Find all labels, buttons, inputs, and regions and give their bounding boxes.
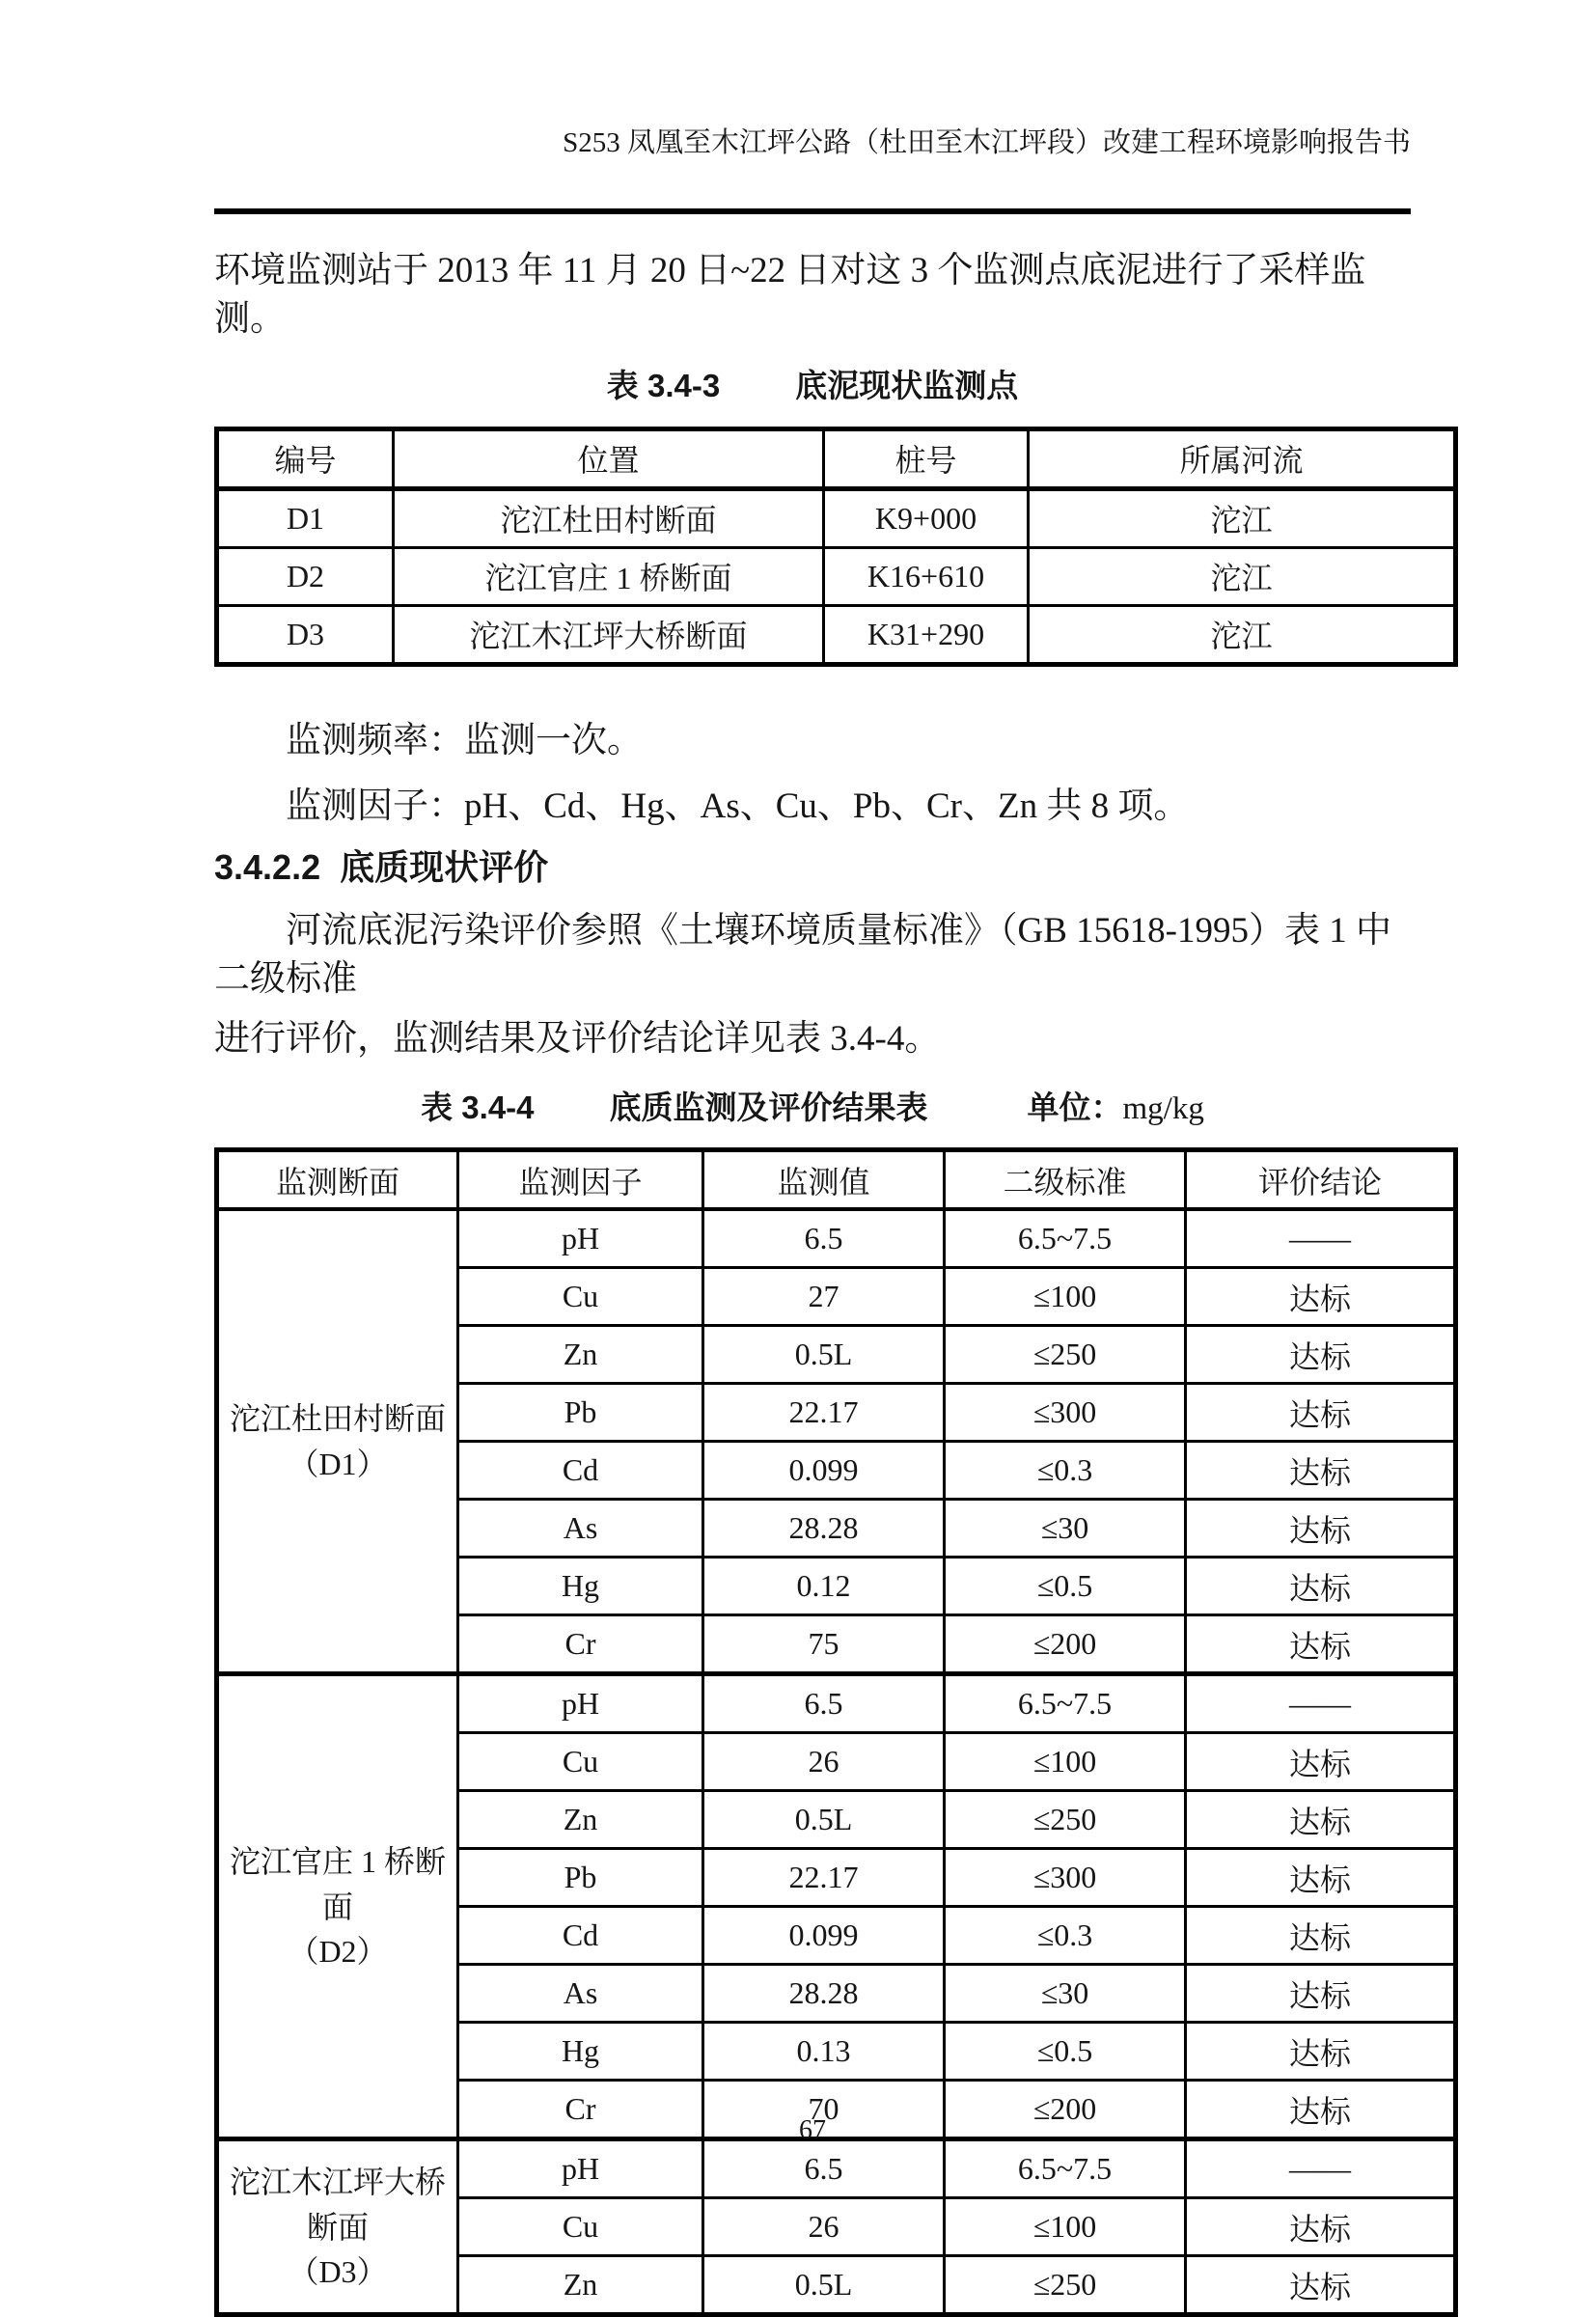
table1-cell: D1 — [217, 488, 394, 547]
conclusion-cell: 达标 — [1186, 1442, 1456, 1500]
table1-header-cell: 编号 — [217, 428, 394, 488]
table1-cell: 沱江杜田村断面 — [394, 488, 824, 547]
standard-cell: 6.5~7.5 — [945, 1209, 1186, 1268]
value-cell: 0.5L — [703, 1791, 945, 1849]
evaluation-paragraph-line1: 河流底泥污染评价参照《土壤环境质量标准》（GB 15618-1995）表 1 中二级标准 — [214, 910, 1391, 999]
standard-cell: ≤0.5 — [945, 2023, 1186, 2081]
value-cell: 0.13 — [703, 2023, 945, 2081]
value-cell: 6.5 — [703, 2139, 945, 2198]
running-header-title: S253 凤凰至木江坪公路（杜田至木江坪段）改建工程环境影响报告书 — [563, 126, 1411, 158]
evaluation-paragraph-line2: 进行评价，监测结果及评价结论详见表 3.4-4。 — [214, 1018, 941, 1059]
table2-caption-label: 表 3.4-4 — [421, 1089, 535, 1125]
table1-cell: 沱江木江坪大桥断面 — [394, 605, 824, 664]
table2-row — [217, 1209, 1456, 1268]
conclusion-cell: 达标 — [1186, 1268, 1456, 1326]
section-label-cell-d1 — [217, 1209, 458, 1674]
standard-cell: ≤300 — [945, 1849, 1186, 1907]
factor-cell: Pb — [458, 1849, 703, 1907]
standard-cell: ≤0.5 — [945, 1558, 1186, 1615]
section-code: （D2） — [288, 1934, 388, 1970]
table2-header-cell: 监测断面 — [217, 1150, 458, 1210]
header-rule — [214, 208, 1411, 214]
conclusion-cell: —— — [1186, 1209, 1456, 1268]
table1-cell: 沱江 — [1029, 605, 1456, 664]
conclusion-cell: —— — [1186, 2139, 1456, 2198]
table1-header-cell: 位置 — [394, 428, 824, 488]
standard-cell: ≤100 — [945, 1268, 1186, 1326]
table1-cell: K9+000 — [824, 488, 1029, 547]
table2-header-cell: 二级标准 — [945, 1150, 1186, 1210]
section-name: 沱江杜田村断面 — [229, 1401, 446, 1437]
standard-cell: ≤100 — [945, 2198, 1186, 2256]
value-cell: 0.099 — [703, 1907, 945, 1965]
conclusion-cell: 达标 — [1186, 1733, 1456, 1791]
conclusion-cell: 达标 — [1186, 2081, 1456, 2139]
factor-cell: pH — [458, 2139, 703, 2198]
value-cell: 26 — [703, 2198, 945, 2256]
factor-cell: Cr — [458, 1615, 703, 1674]
section-label-cell-d3 — [217, 2139, 458, 2315]
table1-row-d3 — [217, 605, 1456, 664]
table2-header-row — [217, 1150, 1456, 1210]
value-cell: 70 — [703, 2081, 945, 2139]
table1-header-row — [217, 428, 1456, 488]
value-cell: 28.28 — [703, 1500, 945, 1558]
standard-cell: 6.5~7.5 — [945, 1674, 1186, 1733]
standard-cell: 6.5~7.5 — [945, 2139, 1186, 2198]
table2-caption — [214, 1089, 1411, 1129]
standard-cell: ≤0.3 — [945, 1907, 1186, 1965]
conclusion-cell: 达标 — [1186, 1326, 1456, 1384]
standard-cell: ≤300 — [945, 1384, 1186, 1442]
table2-header-cell: 评价结论 — [1186, 1150, 1456, 1210]
section-heading: 3.4.2.2 底质现状评价 — [214, 846, 549, 887]
conclusion-cell: 达标 — [1186, 1791, 1456, 1849]
running-header — [214, 93, 1411, 193]
table1-caption-label: 表 3.4-3 — [606, 368, 721, 404]
value-cell: 0.099 — [703, 1442, 945, 1500]
value-cell: 0.5L — [703, 1326, 945, 1384]
conclusion-cell: —— — [1186, 1674, 1456, 1733]
factor-cell: Hg — [458, 1558, 703, 1615]
table2-header-cell: 监测值 — [703, 1150, 945, 1210]
standard-cell: ≤250 — [945, 2256, 1186, 2315]
value-cell: 6.5 — [703, 1209, 945, 1268]
table1-header-cell: 所属河流 — [1029, 428, 1456, 488]
factor-cell: Cu — [458, 1733, 703, 1791]
table1-cell: K16+610 — [824, 547, 1029, 605]
unit-value: mg/kg — [1122, 1090, 1204, 1126]
factor-cell: Cd — [458, 1442, 703, 1500]
conclusion-cell: 达标 — [1186, 1849, 1456, 1907]
conclusion-cell: 达标 — [1186, 2198, 1456, 2256]
conclusion-cell: 达标 — [1186, 1907, 1456, 1965]
value-cell: 28.28 — [703, 1965, 945, 2023]
table2-row — [217, 2139, 1456, 2198]
conclusion-cell: 达标 — [1186, 1615, 1456, 1674]
table1-cell: 沱江 — [1029, 547, 1456, 605]
standard-cell: ≤250 — [945, 1326, 1186, 1384]
conclusion-cell: 达标 — [1186, 1500, 1456, 1558]
section-code: （D1） — [288, 1446, 388, 1481]
table1-cell: 沱江 — [1029, 488, 1456, 547]
sediment-monitoring-points-table — [214, 427, 1458, 667]
factor-cell: Cr — [458, 2081, 703, 2139]
table2-header-cell: 监测因子 — [458, 1150, 703, 1210]
table1-row-d2 — [217, 547, 1456, 605]
standard-cell: ≤250 — [945, 1791, 1186, 1849]
factor-cell: Zn — [458, 1791, 703, 1849]
factor-cell: Cu — [458, 2198, 703, 2256]
factor-cell: As — [458, 1965, 703, 2023]
table1-cell: D2 — [217, 547, 394, 605]
conclusion-cell: 达标 — [1186, 1384, 1456, 1442]
factor-cell: pH — [458, 1209, 703, 1268]
conclusion-cell: 达标 — [1186, 1558, 1456, 1615]
factor-cell: Cu — [458, 1268, 703, 1326]
table1-header-cell: 桩号 — [824, 428, 1029, 488]
standard-cell: ≤100 — [945, 1733, 1186, 1791]
standard-cell: ≤200 — [945, 1615, 1186, 1674]
table2-caption-unit — [1028, 1089, 1204, 1129]
section-label-cell-d2 — [217, 1674, 458, 2139]
standard-cell: ≤30 — [945, 1500, 1186, 1558]
table1-caption-title: 底泥现状监测点 — [795, 368, 1019, 404]
value-cell: 0.5L — [703, 2256, 945, 2315]
table1-cell: 沱江官庄 1 桥断面 — [394, 547, 824, 605]
factor-cell: Pb — [458, 1384, 703, 1442]
value-cell: 22.17 — [703, 1849, 945, 1907]
factor-cell: pH — [458, 1674, 703, 1733]
section-code: （D3） — [288, 2254, 388, 2290]
unit-label: 单位： — [1027, 1089, 1123, 1125]
section-name: 沱江木江坪大桥断面 — [229, 2165, 446, 2245]
factor-cell: As — [458, 1500, 703, 1558]
conclusion-cell: 达标 — [1186, 2256, 1456, 2315]
value-cell: 26 — [703, 1733, 945, 1791]
table1-cell: K31+290 — [824, 605, 1029, 664]
factor-cell: Zn — [458, 1326, 703, 1384]
conclusion-cell: 达标 — [1186, 2023, 1456, 2081]
value-cell: 6.5 — [703, 1674, 945, 1733]
table1-cell: D3 — [217, 605, 394, 664]
table2-caption-title: 底质监测及评价结果表 — [609, 1089, 928, 1125]
standard-cell: ≤0.3 — [945, 1442, 1186, 1500]
factors-paragraph: 监测因子：pH、Cd、Hg、As、Cu、Pb、Cr、Zn 共 8 项。 — [286, 786, 1190, 826]
value-cell: 0.12 — [703, 1558, 945, 1615]
frequency-paragraph: 监测频率：监测一次。 — [286, 720, 643, 760]
factor-cell: Cd — [458, 1907, 703, 1965]
section-name: 沱江官庄 1 桥断面 — [229, 1844, 446, 1924]
table1-row-d1 — [217, 488, 1456, 547]
value-cell: 27 — [703, 1268, 945, 1326]
value-cell: 22.17 — [703, 1384, 945, 1442]
standard-cell: ≤30 — [945, 1965, 1186, 2023]
intro-paragraph: 环境监测站于 2013 年 11 月 20 日~22 日对这 3 个监测点底泥进行了采样监测。 — [214, 251, 1366, 340]
factor-cell: Zn — [458, 2256, 703, 2315]
standard-cell: ≤200 — [945, 2081, 1186, 2139]
table1-caption — [214, 367, 1411, 405]
conclusion-cell: 达标 — [1186, 1965, 1456, 2023]
table2-row — [217, 1674, 1456, 1733]
page-number: 67 — [799, 2115, 826, 2145]
factor-cell: Hg — [458, 2023, 703, 2081]
value-cell: 75 — [703, 1615, 945, 1674]
